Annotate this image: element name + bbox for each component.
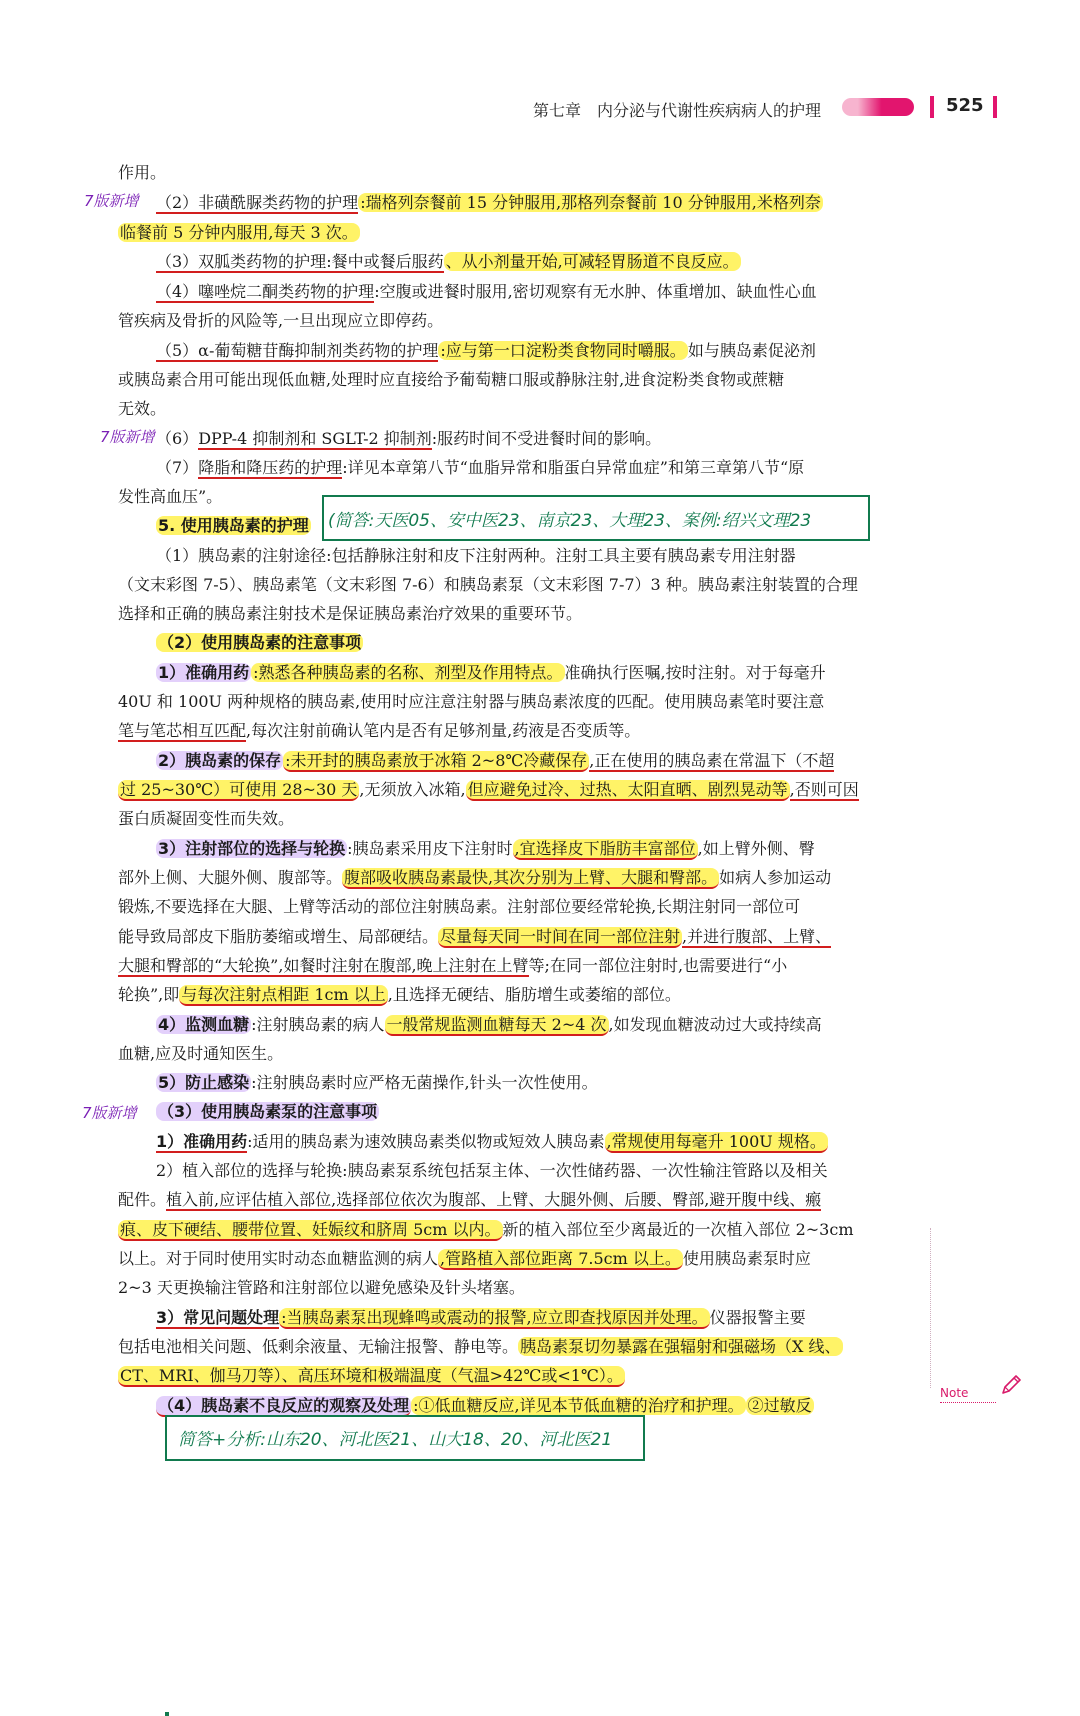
annotation-box-text: (简答:天医05、安中医23、南京23、大理23、案例:绍兴文理23 — [328, 511, 812, 531]
text-line: 4）监测血糖 :注射胰岛素的病人 一般常规监测血糖每天 2~4 次 ,如发现血糖波动过大或持续高 — [158, 1015, 822, 1034]
annotation-box-text: 简答+分析:山东20、河北医21、山大18、20、河北医21 — [178, 1430, 613, 1450]
text-line: 部外上侧、大腿外侧、腹部等。 腹部吸收胰岛素最快,其次分别为上臂、大腿和臀部。 如病人参加运动 — [118, 868, 832, 887]
text-line: （4）胰岛素不良反应的观察及处理 :①低血糖反应,详见本节低血糖的治疗和护理。 ②过敏反 — [158, 1396, 812, 1415]
text-line: （4）噻唑烷二酮类药物的护理:空腹或进餐时服用,密切观察有无水肿、体重增加、缺血性心血 — [156, 282, 817, 301]
header-divider-bar — [930, 96, 934, 118]
text-line: 临餐前 5 分钟内服用,每天 3 次。 — [120, 223, 358, 242]
text-line: 配件。植入前,应评估植入部位,选择部位依次为腹部、上臂、大腿外侧、后腰、臀部,避开腹中线、瘢 — [118, 1190, 822, 1209]
text-line: 作用。 — [118, 163, 167, 182]
text-line: 2~3 天更换输注管路和注射部位以避免感染及针头堵塞。 — [118, 1278, 525, 1297]
text-line: 能导致局部皮下脂肪萎缩或增生、局部硬结。 尽量每天同一时间在同一部位注射 ,并进行腹部、上臂、 — [118, 927, 832, 946]
text-line: （1）胰岛素的注射途径:包括静脉注射和皮下注射两种。注射工具主要有胰岛素专用注射器 — [156, 546, 796, 565]
spacer — [165, 1712, 169, 1716]
handwritten-tag: 7版新增 — [100, 428, 155, 446]
pencil-icon[interactable] — [998, 1372, 1024, 1398]
header-accent-pill — [842, 98, 914, 116]
text-line: CT、MRI、伽马刀等）、高压环境和极端温度（气温>42℃或<1℃）。 — [120, 1366, 623, 1385]
text-line: （5）α-葡萄糖苷酶抑制剂类药物的护理 :应与第一口淀粉类食物同时嚼服。 如与胰岛素促泌剂 — [156, 341, 816, 360]
margin-dotted-line — [930, 1228, 931, 1388]
chapter-title: 第七章 内分泌与代谢性疾病病人的护理 — [533, 101, 822, 120]
text-line: 锻炼,不要选择在大腿、上臂等活动的部位注射胰岛素。注射部位要经常轮换,长期注射同一部位可 — [118, 897, 801, 916]
text-line: 2）胰岛素的保存 :未开封的胰岛素放于冰箱 2~8℃冷藏保存 ,正在使用的胰岛素在常温下（不超 — [158, 751, 835, 770]
text-line: 管疾病及骨折的风险等,一旦出现应立即停药。 — [118, 311, 444, 330]
text-line: 5）防止感染 :注射胰岛素时应严格无菌操作,针头一次性使用。 — [158, 1073, 598, 1092]
text-line: 痕、皮下硬结、腰带位置、妊娠纹和脐周 5cm 以内。 新的植入部位至少离最近的一次植入部位 2~3cm — [120, 1220, 854, 1239]
text-line: （6）DPP-4 抑制剂和 SGLT-2 抑制剂:服药时间不受进餐时间的影响。 — [156, 429, 662, 448]
handwritten-tag: 7版新增 — [84, 192, 139, 210]
text-line: 轮换”,即 与每次注射点相距 1cm 以上 ,且选择无硬结、脂肪增生或萎缩的部位。 — [118, 985, 681, 1004]
section-heading: 5. 使用胰岛素的护理 — [158, 516, 309, 535]
text-line: 40U 和 100U 两种规格的胰岛素,使用时应注意注射器与胰岛素浓度的匹配。使用胰岛素笔时要注意 — [118, 692, 825, 711]
handwritten-tag: 7版新增 — [82, 1104, 137, 1122]
page-header — [0, 96, 1080, 126]
text-line: （文末彩图 7-5）、胰岛素笔（文末彩图 7-6）和胰岛素泵（文末彩图 7-7）3 种。胰岛素注射装置的合理 — [118, 575, 858, 594]
text-line: 蛋白质凝固变性而失效。 — [118, 809, 295, 828]
text-line: 发性高血压”。 — [118, 487, 223, 506]
text-line: 3）常见问题处理 :当胰岛素泵出现蜂鸣或震动的报警,应立即查找原因并处理。 仪器报警主要 — [156, 1308, 806, 1327]
header-divider-bar — [993, 96, 997, 118]
text-line: 笔与笔芯相互匹配,每次注射前确认笔内是否有足够剂量,药液是否变质等。 — [118, 721, 641, 740]
text-line: 1）准确用药:适用的胰岛素为速效胰岛素类似物或短效人胰岛素 ,常规使用每毫升 100U 规格。 — [156, 1132, 826, 1151]
text-line: 选择和正确的胰岛素注射技术是保证胰岛素治疗效果的重要环节。 — [118, 604, 583, 623]
subsection-heading: （2）使用胰岛素的注意事项 — [158, 633, 362, 652]
text-line: 包括电池相关问题、低剩余液量、无输注报警、静电等。 胰岛素泵切勿暴露在强辐射和强磁场（X 线、 — [118, 1337, 841, 1356]
text-line: 以上。对于同时使用实时动态血糖监测的病人 ,管路植入部位距离 7.5cm 以上。 使用胰岛素泵时应 — [118, 1249, 811, 1268]
text-line: （2）非磺酰脲类药物的护理 :瑞格列奈餐前 15 分钟服用,那格列奈餐前 10 分钟服用,米格列奈 — [156, 193, 821, 212]
text-line: 或胰岛素合用可能出现低血糖,处理时应直接给予葡萄糖口服或静脉注射,进食淀粉类食物或蔗糖 — [118, 370, 785, 389]
text-line: （7）降脂和降压药的护理:详见本章第八节“血脂异常和脂蛋白异常血症”和第三章第八节“原 — [156, 458, 805, 477]
text-line: 3）注射部位的选择与轮换 :胰岛素采用皮下注射时 ,宜选择皮下脂肪丰富部位 ,如上臂外侧、臀 — [158, 839, 815, 858]
text-line: 大腿和臀部的“大轮换”,如餐时注射在腹部,晚上注射在上臂等;在同一部位注射时,也需要进行“小 — [118, 956, 788, 975]
text-line: （3）双胍类药物的护理:餐中或餐后服药 、从小剂量开始,可减轻胃肠道不良反应。 — [156, 252, 739, 271]
text-line: 1）准确用药 :熟悉各种胰岛素的名称、剂型及作用特点。 准确执行医嘱,按时注射。对于每毫升 — [158, 663, 826, 682]
text-line: 无效。 — [118, 399, 167, 418]
page-number: 525 — [946, 95, 984, 116]
note-underline — [940, 1402, 996, 1403]
subsection-heading: （3）使用胰岛素泵的注意事项 — [158, 1102, 378, 1121]
note-label[interactable]: Note — [940, 1386, 969, 1400]
text-line: 2）植入部位的选择与轮换:胰岛素泵系统包括泵主体、一次性储药器、一次性输注管路以及相关 — [156, 1161, 828, 1180]
text-line: 过 25~30℃）可使用 28~30 天 ,无须放入冰箱, 但应避免过冷、过热、太阳直晒、剧烈晃动等 ,否则可因 — [120, 780, 859, 799]
text-line: 血糖,应及时通知医生。 — [118, 1044, 284, 1063]
